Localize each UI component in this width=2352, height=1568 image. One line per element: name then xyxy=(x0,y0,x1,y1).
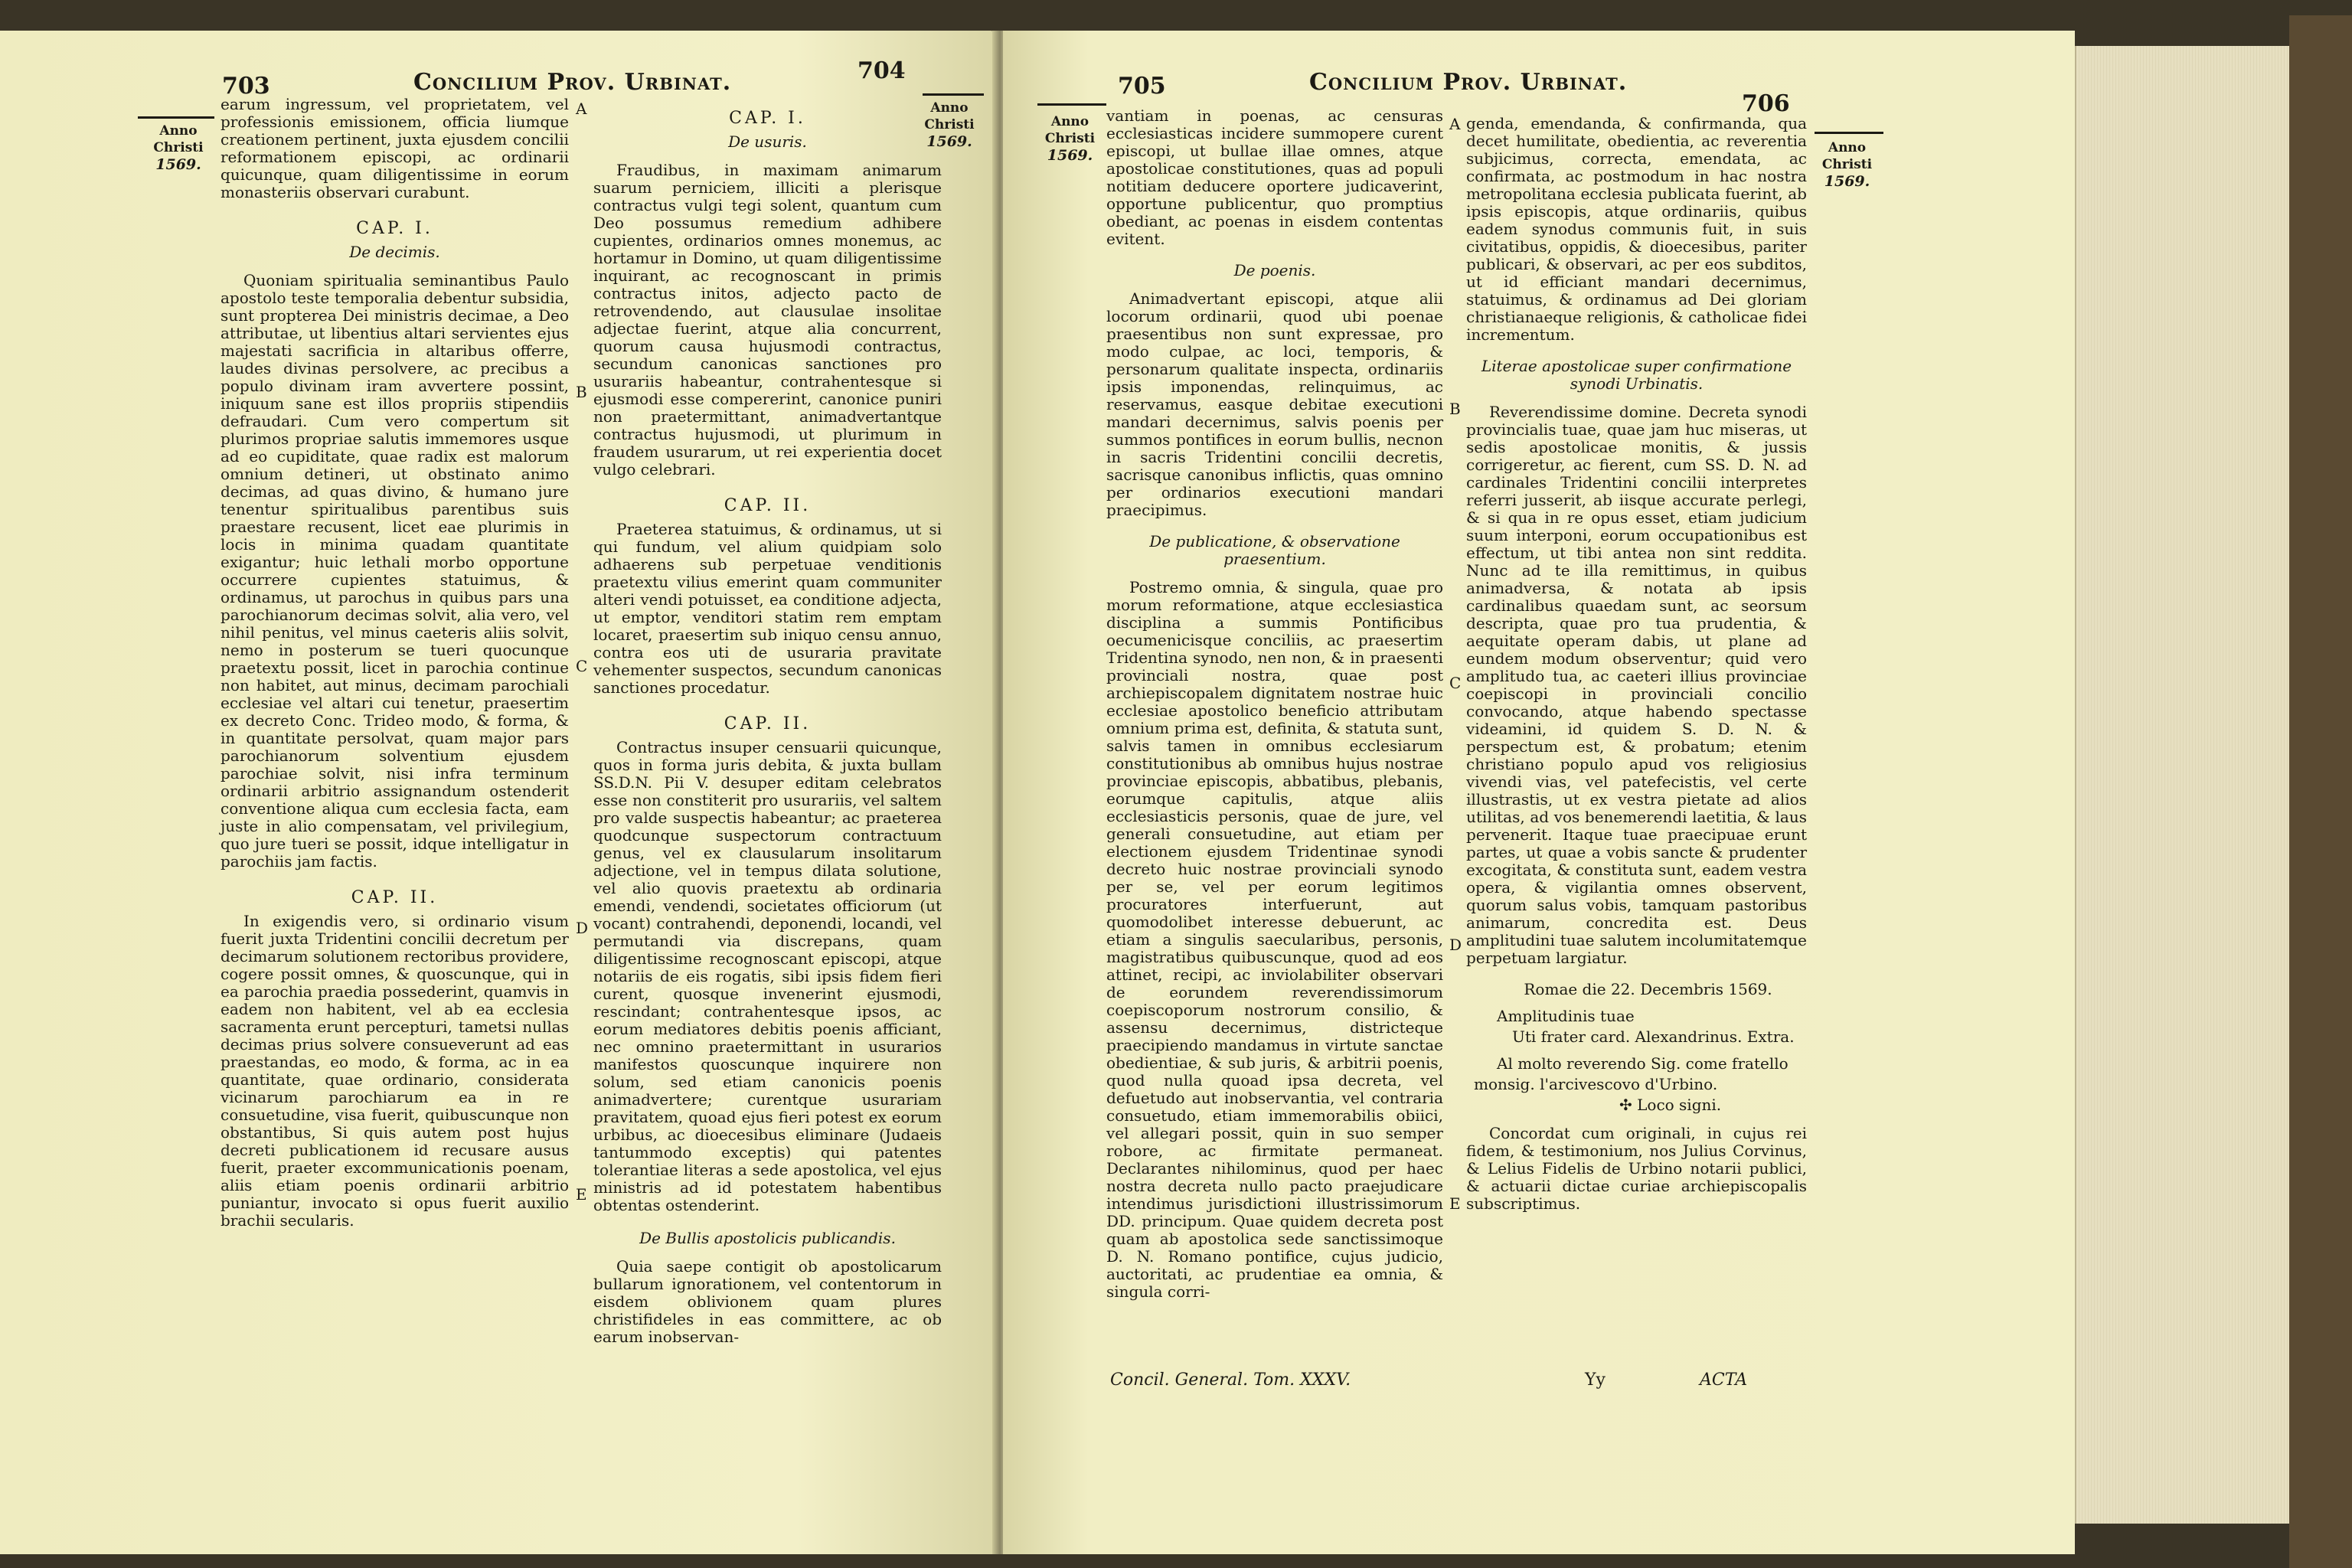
paragraph: earum ingressum, vel proprietatem, vel professionis emissionem, officia liumque creationem pertinent, juxta ejusdem concilii reformationem episcopi, ac ordinarii quicunque, quam diligentissime in eorum monasteriis observari curabunt. xyxy=(220,95,569,201)
chapter-heading: CAP. II. xyxy=(351,888,439,907)
letter-closing: Amplitudinis tuae xyxy=(1497,1007,1635,1025)
chapter-heading: CAP. I. xyxy=(356,219,433,238)
paragraph: genda, emendanda, & confirmanda, qua decet humilitate, obedientia, ac reverentia subjicimus, correcta, emendata, ac confirmata, ac postmodum in hac nostra metropolitana ecclesia publicata fuerint, ab ipsis episcopis, atque ordinariis, quibus eadem synodus communis fuit, in suis civitatibus, oppidis, & dioecesibus, pariter publicari, & observari, ac per eos subditos, ut id efficiant mandari decernimus, statuimus, & ordinamus ad Dei gloriam christianaeque religionis, & catholicae fidei incrementum. xyxy=(1466,114,1807,344)
folio-706: 706 xyxy=(1742,90,1790,117)
section-letter: B xyxy=(1449,400,1461,418)
book-cover xyxy=(2289,15,2352,1568)
letter-address: Al molto reverendo Sig. come fratello xyxy=(1497,1054,1788,1073)
paragraph: Praeterea statuimus, & ordinamus, ut si qui fundum, vel alium quidpiam solo adhaerens sub perpetuae venditionis praetextu vilius emerint quam communiter alteri vendi potuisset, ea conditione adjecta, ut emptor, venditori statim rem emptam locaret, praesertim sub iniquo censu annuo, contra eos uti de usuraria pravitate vehementer suspectos, secundum canonicas sanctiones procedatur. xyxy=(593,520,942,697)
left-column-1 xyxy=(220,96,569,1233)
section-letter: D xyxy=(576,919,589,937)
paragraph: Concordat cum originali, in cujus rei fidem, & testimonium, nos Julius Corvinus, & Lelius Fidelis de Urbino notarii publici, & actuarii dictae curiae archiepiscopalis subscriptimus. xyxy=(1466,1124,1807,1213)
margin-note-year xyxy=(1811,139,1883,190)
paragraph: Postremo omnia, & singula, quae pro morum reformatione, atque ecclesiastica disciplina a summis Pontificibus oecumenicisque conciliis, ac praesertim Tridentina synodo, nen non, & in praesenti provinciali nostra, quae post archiepiscopalem dignitatem nostrae huic ecclesiae apostolico beneficio attributam omnium prima est, definita, & statuta sunt, salvis tamen in omnibus ecclesiarum constitutionibus ab omnibus hujus nostrae provinciae episcopis, abbatibus, plebanis, eorumque capitulis, atque aliis ecclesiasticis personis, quae de jure, vel generali consuetudine, aut etiam per electionem ejusdem Tridentinae synodi decreto huic nostrae provinciali synodo per se, vel per eorum legitimos procuratores interfuerunt, aut quomodolibet interesse debuerunt, ac etiam a singulis saecularibus, personis, magistratibus quibuscunque, quod ad eos attinet, recipi, ac inviolabiliter observari de eorundem reverendissimorum coepiscoporum nostrorum consilio, & assensu decernimus, districteque praecipiendo mandamus in virtute sanctae obedientiae, & sub juris, & arbitrii poenis, quod nulla quoad ipsa decreta, vel defuetudo aut inobservantia, vel contraria consuetudo, etiam immemorabilis obiici, vel allegari possit, quin in suo semper robore, ac firmitate permaneat. Declarantes nihilominus, quod per haec nostra decreta nullo pacto praejudicare intendimus jurisdictioni illustrissimorum DD. principum. Quae quidem decreta post quam ab apostolica sede sanctissimoque D. N. Romano pontifice, cujus judicio, auctoritati, ac prudentiae ea omnia, & singula corri- xyxy=(1106,578,1443,1301)
margin-anno: Anno xyxy=(1050,114,1089,129)
chapter-heading: CAP. I. xyxy=(729,109,806,128)
paragraph: Quoniam spiritualia seminantibus Paulo apostolo teste temporalia debentur subsidia, sunt propterea Dei ministris decimae, a Deo attributae, ut libentius altari servientes ejus majestati sacrificia in altaribus offerre, laudes divinas persolvere, ac precibus a populo divinam iram avvertere possint, iniquum sane est illos propriis stipendiis defraudari. Cum vero compertum sit plurimos propriae salutis immemores usque ad eo cupiditate, quae radix est malorum omnium detineri, ut obstinato animo decimas, ad quas divino, & humano jure tenentur spiritualibus parentibus suis praestare recusent, licet eae plurimis in locis in minima quadam quantitate exigantur; huic lethali morbo opportune occurrere cupientes statuimus, & ordinamus, ut parochus in quibus pars una parochianorum decimas solvit, alia vero, vel nihil penitus, vel minus caeteris aliis solvit, nemo in posterum se tueri quocunque praetextu possit, licet in parochia continue non habitet, aut minus, decimam parochiali ecclesiae vel altari cui tenetur, praesertim ex decreto Conc. Trideo modo, & forma, & in quantitate persolvat, quam major pars parochianorum solventium ejusdem parochiae solvit, nisi infra terminum ordinarii arbitrio assignandum ostenderit conventione aliqua cum ecclesia facta, eam juste in alio compensatam, vel privilegium, quo jure tueri se possit, idque intelligatur in parochiis jam factis. xyxy=(220,271,569,871)
margin-christi: Christi xyxy=(153,140,204,155)
running-head-right: Concilium Prov. Urbinat. xyxy=(1309,69,1628,96)
section-letter: C xyxy=(576,657,588,675)
section-letter: A xyxy=(576,100,587,118)
footer-volume: Concil. General. Tom. XXXV. xyxy=(1110,1370,1351,1390)
margin-rule xyxy=(138,116,214,119)
letter-address: monsig. l'arcivescovo d'Urbino. xyxy=(1474,1075,1718,1093)
right-column-2 xyxy=(1466,115,1807,1216)
chapter-heading: CAP. II. xyxy=(724,496,812,515)
margin-year: 1569. xyxy=(1824,173,1870,190)
margin-rule xyxy=(923,93,984,96)
margin-rule xyxy=(1037,103,1106,106)
footer-catchword: ACTA xyxy=(1700,1370,1748,1390)
margin-anno: Anno xyxy=(1828,140,1867,155)
margin-christi: Christi xyxy=(1044,131,1096,146)
paragraph: In exigendis vero, si ordinario visum fuerit juxta Tridentini concilii decretum per decimarum solutionem rectoribus providere, cogere possit omnes, & quoscunque, qui in ea parochia praedia possederint, quamvis in eadem non habitent, vel ab ea ecclesia sacramenta erunt percepturi, tametsi nullas decimas prius solvere consueverunt ad eas praestandas, eo modo, & forma, ac in ea quantitate, quae ordinario, considerata vicinarum parochiarum ea in re consuetudine, visa fuerit, quibuscunque non obstantibus, Si quis autem post hujus decreti publicationem id recusare ausus fuerit, praeter excommunicationis poenam, aliis etiam poenis ordinarii arbitrio puniantur, invocato si opus fuerit auxilio brachii secularis. xyxy=(220,912,569,1230)
chapter-heading: CAP. II. xyxy=(724,714,812,733)
margin-year: 1569. xyxy=(155,156,201,173)
section-subtitle: De poenis. xyxy=(1233,261,1316,279)
letter-date: Romae die 22. Decembris 1569. xyxy=(1524,980,1772,998)
section-subtitle: De Bullis apostolicis publicandis. xyxy=(639,1229,896,1247)
section-letter: D xyxy=(1449,936,1462,954)
paragraph: Fraudibus, in maximam animarum suarum perniciem, illiciti a plerisque contractus vulgi tegi solent, quantum cum Deo possumus remedium adhibere cupientes, ordinarios omnes monemus, ac hortamur in Domino, ut quam diligentissime inquirant, ac recognoscant in primis contractus initos, adjecto pacto de retrovendendo, aut clausulae insolitae adjectae fuerint, atque alia concurrent, quorum causa hujusmodi contractus, secundum canonicas sanctiones pro usurariis habeantur, contrahentesque si ejusmodi esse compererint, canonice puniri non praetermittant, animadvertantque contractus hujusmodi, ut plurimum in fraudem usurarum, ut rei experientia docet vulgo celebrari. xyxy=(593,161,942,479)
section-subtitle: De publicatione, & observatione praesentium. xyxy=(1149,532,1400,568)
folio-704: 704 xyxy=(858,57,906,84)
chapter-subtitle: De decimis. xyxy=(349,243,440,261)
folio-705: 705 xyxy=(1118,73,1166,100)
margin-christi: Christi xyxy=(1821,157,1873,172)
margin-christi: Christi xyxy=(924,117,975,132)
section-letter: C xyxy=(1449,674,1462,692)
section-letter: E xyxy=(576,1185,587,1204)
chapter-subtitle: De usuris. xyxy=(728,132,807,151)
margin-anno: Anno xyxy=(930,100,969,116)
paragraph: Reverendissime domine. Decreta synodi provincialis tuae, quae jam huc miseras, ut sedis apostolicae monitis, & jussis corrigeretur, ac fierent, cum SS. D. N. ad cardinales Tridentini concilii interpretes referri jusserit, ab iisque accurate perlegi, & si qua in re opus esset, etiam judicium suum interponi, eorum occupationibus est effectum, ut tibi antea non sint reddita. Nunc ad te illa remittimus, in quibus animadversa, & notata ab ipsis cardinalibus quaedam sunt, ac seorsum descripta, quae pro tua prudentia, & aequitate operam dabis, ut plane ad eundem modum observentur; quid vero amplitudo tua, ac caeteri illius provinciae coepiscopi in provinciali concilio convocando, atque habendo spectasse videamini, id quidem S. D. N. & perspectum est, & probatum; etenim christiano populo apud vos religiosius vivendi vias, vel patefecistis, vel certe illustrastis, ut ex vestra pietate ad alios utilitas, ad vos benemerendi laetitia, & laus pervenerit. Itaque tuae praecipuae erunt partes, ut quae a vobis sancte & prudenter excogitata, & constituta sunt, eadem vestra opera, & vigilantia omnes observent, quorum salus vobis, tamquam pastoribus animarum, concredita est. Deus amplitudini tuae salutem incolumitatemque perpetuam largiatur. xyxy=(1466,403,1807,967)
seal-note: ✣ Loco signi. xyxy=(1619,1096,1722,1114)
left-column-2 xyxy=(593,103,942,1349)
page-edges xyxy=(2075,46,2306,1524)
section-letter: A xyxy=(1449,115,1461,133)
margin-year: 1569. xyxy=(1047,147,1093,164)
folio-703: 703 xyxy=(222,73,270,100)
letter-signature: Uti frater card. Alexandrinus. Extra. xyxy=(1512,1027,1795,1046)
right-column-1 xyxy=(1106,107,1443,1304)
margin-year: 1569. xyxy=(926,133,972,150)
margin-note-year xyxy=(144,122,213,173)
section-subtitle: Literae apostolicae super confirmatione synodi Urbinatis. xyxy=(1481,357,1792,393)
section-letter: B xyxy=(576,383,587,401)
paragraph: Contractus insuper censuarii quicunque, quos in forma juris debita, & juxta bullam SS.D.N. Pii V. desuper editam celebratos esse non constiterit pro usurariis, vel saltem pro valde suspectis habeantur; ac praeterea quodcunque suspectorum contractuum genus, vel ex clausularum insolitarum adjectione, vel in tempus dilata solutione, vel alio quovis praetextu ab ordinaria emendi, vendendi, societates officiorum (ut vocant) contrahendi, deponendi, locandi, vel permutandi via discrepans, quam diligentissime recognoscant episcopi, atque notariis de eis rogatis, sibi ipsis fidem fieri curent, quosque invenerint ejusmodi, rescindant; contrahentesque ipsos, ac eorum mediatores debitis poenis afficiant, nec omnino praetermittant in usurarios manifestos quoscunque inquirere non solum, sed etiam canonicis poenis animadvertere; curentque usurariam pravitatem, quoad ejus fieri potest ex eorum urbibus, ac dioecesibus eliminare (Judaeis tantummodo exceptis) qui patentes tolerantiae literas a sede apostolica, vel ejus ministris ad id potestatem habentibus obtentas ostenderint. xyxy=(593,738,942,1214)
margin-anno: Anno xyxy=(159,123,198,139)
margin-rule xyxy=(1815,132,1883,134)
running-head-left: Concilium Prov. Urbinat. xyxy=(413,69,732,96)
margin-note-year xyxy=(1034,113,1106,164)
paragraph: vantiam in poenas, ac censuras ecclesiasticas incidere summopere curent episcopi, ut bullae illae omnes, atque apostolicae constitutiones, quas ad populi notitiam deducere oportere judicaverint, opportune publicentur, quo promptius obediant, ac poenas in eisdem contentas evitent. xyxy=(1106,106,1443,248)
paragraph: Animadvertant episcopi, atque alii locorum ordinarii, quod ubi poenae praesentibus non sunt expressae, pro modo culpae, ac loci, temporis, & personarum qualitate inspecta, ordinariis ipsis imponendas, relinquimus, ac reservamus, easque debitae executioni mandari decernimus, salvis poenis per summos pontifices in eorum bullis, necnon in sacris Tridentini concilii decretis, sacrisque canonibus inflictis, quas omnino per ordinarios executioni mandari praecipimus. xyxy=(1106,289,1443,519)
section-letter: E xyxy=(1449,1194,1461,1213)
footer-signature-mark: Yy xyxy=(1585,1370,1606,1390)
paragraph: Quia saepe contigit ob apostolicarum bullarum ignorationem, vel contentorum in eisdem oblivionem quam plures christifideles in eas committere, ac ob earum inobservan- xyxy=(593,1257,942,1346)
